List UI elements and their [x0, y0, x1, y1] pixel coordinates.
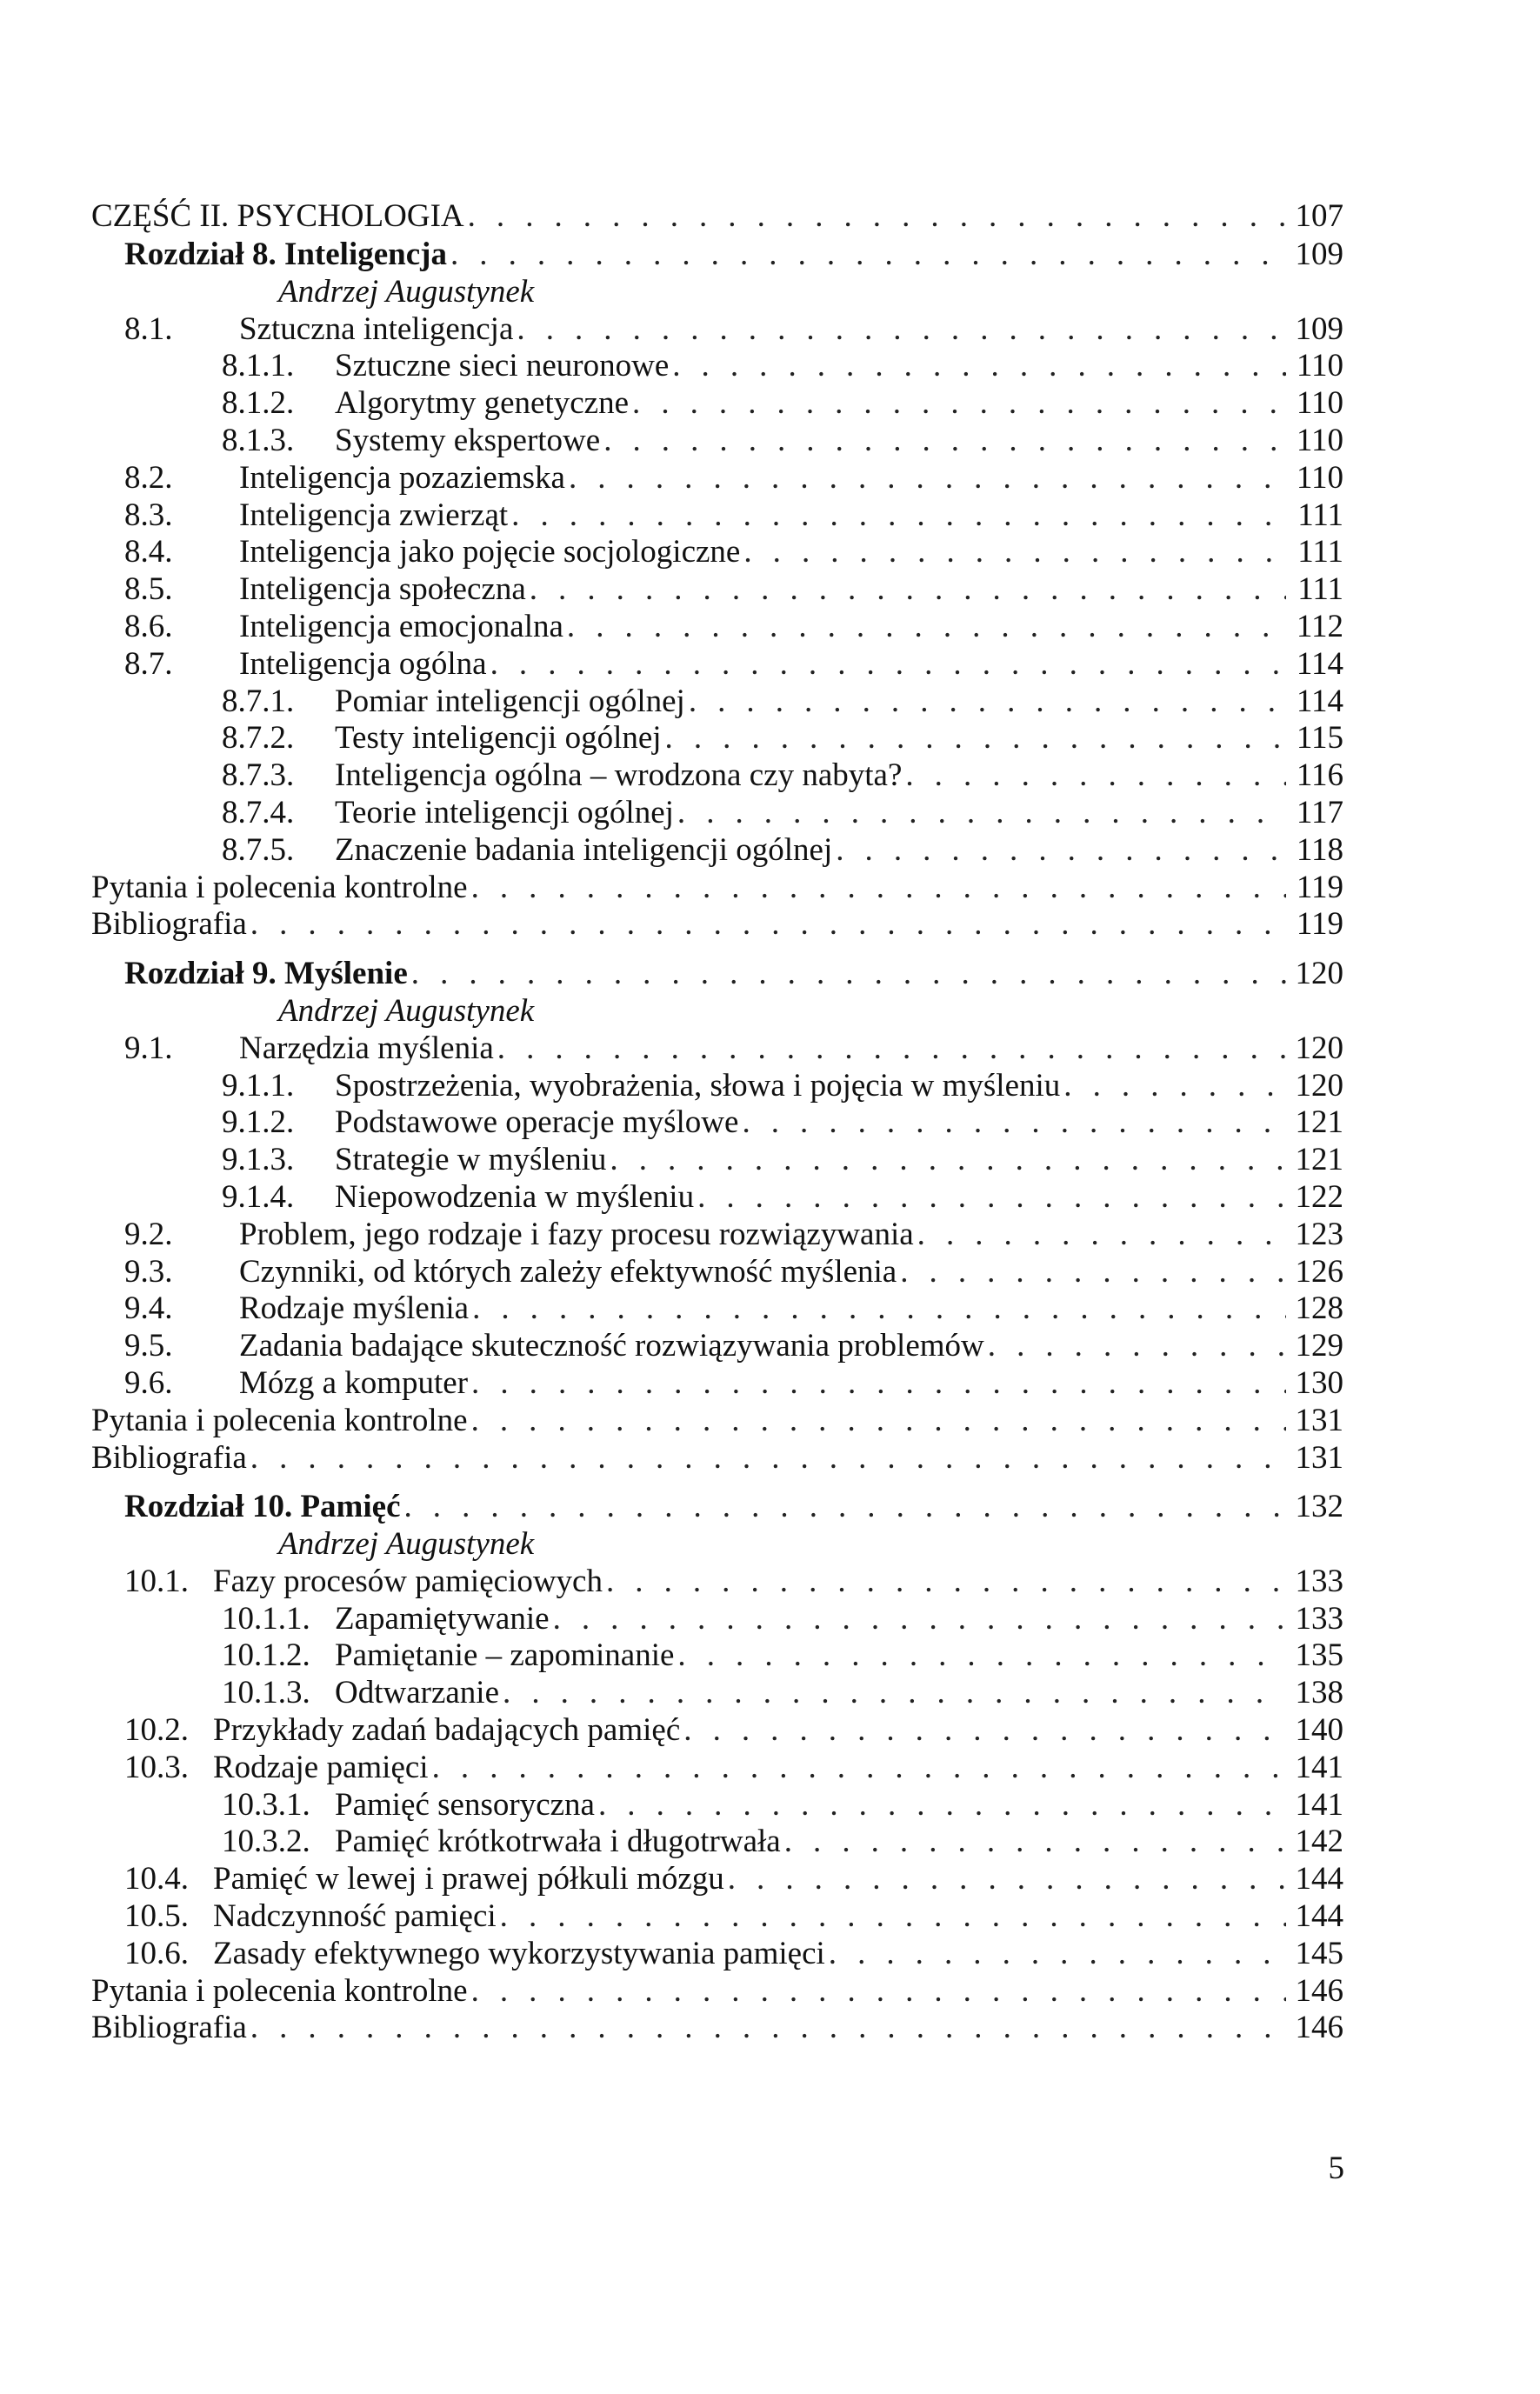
entry-page: 122 — [1295, 1178, 1343, 1215]
chapter-label: Rozdział 10. — [124, 1489, 293, 1525]
entry-number: 8.4. — [124, 534, 173, 570]
entry-number: 10.1. — [124, 1563, 189, 1599]
leader-dots — [511, 497, 1286, 535]
toc-entry — [91, 1637, 1343, 1675]
entry-number: 10.6. — [124, 1935, 189, 1971]
toc-entry — [91, 1750, 1343, 1787]
page-number: 5 — [1328, 2151, 1344, 2186]
entry-number: 8.1.1. — [222, 348, 295, 384]
leader-dots — [728, 1861, 1286, 1898]
entry-number: 8.1.2. — [222, 385, 295, 422]
entry-title: Inteligencja ogólna — [239, 645, 487, 682]
leader-dots — [432, 1750, 1286, 1787]
toc-entry — [91, 720, 1343, 757]
leader-dots — [450, 237, 1286, 274]
chapter-page: 132 — [1295, 1489, 1343, 1525]
entry-title: Mózg a komputer — [239, 1364, 469, 1401]
chapter-label: Rozdział 9. — [124, 956, 277, 992]
entry-title: Spostrzeżenia, wyobrażenia, słowa i pojęcia w myśleniu — [335, 1067, 1061, 1104]
toc-entry — [91, 348, 1343, 385]
leader-dots — [829, 1936, 1286, 1973]
toc-entry — [91, 460, 1343, 497]
toc-entry — [91, 1142, 1343, 1179]
leader-dots — [689, 684, 1286, 721]
toc-entry — [91, 534, 1343, 571]
entry-title: Sztuczne sieci neuronowe — [335, 348, 670, 384]
leader-dots — [497, 1030, 1286, 1068]
entry-page: 144 — [1295, 1898, 1343, 1935]
entry-number: 8.7.4. — [222, 794, 295, 830]
entry-number: 9.5. — [124, 1328, 173, 1364]
entry-title: Pamięć sensoryczna — [335, 1786, 595, 1823]
entry-number: 8.3. — [124, 497, 173, 533]
entry-title: Algorytmy genetyczne — [335, 385, 630, 422]
toc-entry — [91, 1217, 1343, 1254]
entry-number: 9.1. — [124, 1030, 173, 1066]
leader-dots — [411, 956, 1286, 993]
entry-page: 128 — [1295, 1290, 1343, 1327]
entry-title: Odtwarzanie — [335, 1675, 500, 1711]
entry-title: Narzędzia myślenia — [239, 1030, 494, 1066]
leader-dots — [917, 1217, 1286, 1254]
entry-page: 142 — [1295, 1824, 1343, 1860]
entry-title: Nadczynność pamięci — [213, 1898, 497, 1935]
entry-page: 146 — [1295, 2010, 1343, 2046]
leader-dots — [603, 423, 1286, 460]
toc-entry — [91, 1179, 1343, 1217]
toc-entry — [91, 1328, 1343, 1365]
entry-page: 111 — [1297, 497, 1343, 533]
entry-title: Inteligencja społeczna — [239, 571, 526, 608]
toc-entry — [91, 1787, 1343, 1824]
entry-number: 8.1. — [124, 310, 173, 347]
entry-page: 130 — [1295, 1364, 1343, 1401]
entry-page: 133 — [1295, 1563, 1343, 1599]
entry-title: Pytania i polecenia kontrolne — [91, 1972, 468, 2009]
toc-entry — [91, 497, 1343, 535]
leader-dots — [632, 385, 1286, 423]
entry-page: 131 — [1295, 1439, 1343, 1476]
entry-number: 9.1.2. — [222, 1104, 295, 1141]
leader-dots — [500, 1898, 1286, 1936]
leader-dots — [606, 1564, 1286, 1601]
entry-number: 8.7.1. — [222, 683, 295, 719]
entry-page: 144 — [1295, 1861, 1343, 1897]
toc-entry — [91, 311, 1343, 349]
entry-page: 112 — [1296, 608, 1343, 644]
entry-number: 9.6. — [124, 1364, 173, 1401]
toc-entry — [91, 1675, 1343, 1712]
entry-title: Pytania i polecenia kontrolne — [91, 869, 468, 905]
entry-page: 109 — [1295, 310, 1343, 347]
entry-title: Problem, jego rodzaje i fazy procesu rozwiązywania — [239, 1216, 914, 1252]
leader-dots — [250, 2010, 1286, 2047]
leader-dots — [553, 1601, 1286, 1638]
table-of-contents — [91, 198, 1343, 2047]
entry-title: Strategie w myśleniu — [335, 1142, 607, 1178]
entry-number: 10.3. — [124, 1749, 189, 1785]
entry-title: Rodzaje pamięci — [213, 1749, 429, 1785]
leader-dots — [1063, 1068, 1286, 1105]
chapter-author: Andrzej Augustynek — [278, 1526, 535, 1563]
leader-dots — [567, 609, 1286, 646]
entry-page: 110 — [1296, 459, 1343, 496]
part-heading — [91, 198, 1343, 237]
toc-entry — [91, 571, 1343, 609]
entry-title: Bibliografia — [91, 2010, 247, 2046]
toc-entry — [91, 385, 1343, 423]
entry-number: 10.1.2. — [222, 1637, 310, 1674]
entry-title: Niepowodzenia w myśleniu — [335, 1178, 695, 1215]
bibliography-entry — [91, 1440, 1343, 1477]
toc-entry — [91, 1290, 1343, 1328]
entry-number: 8.7.2. — [222, 720, 295, 757]
entry-number: 8.7. — [124, 645, 173, 682]
entry-title: Przykłady zadań badających pamięć — [213, 1712, 681, 1749]
leader-dots — [569, 460, 1286, 497]
toc-entry — [91, 423, 1343, 460]
bibliography-entry — [91, 2010, 1343, 2047]
entry-page: 131 — [1295, 1402, 1343, 1438]
leader-dots — [697, 1179, 1286, 1217]
entry-number: 8.7.3. — [222, 757, 295, 794]
entry-title: Fazy procesów pamięciowych — [213, 1563, 603, 1599]
entry-title: Podstawowe operacje myślowe — [335, 1104, 739, 1141]
chapter-heading — [91, 1489, 1343, 1526]
entry-page: 129 — [1295, 1328, 1343, 1364]
leader-dots — [490, 646, 1286, 684]
entry-number: 10.3.1. — [222, 1786, 310, 1823]
toc-entry — [91, 1254, 1343, 1291]
entry-page: 119 — [1296, 869, 1343, 905]
leader-dots — [517, 311, 1286, 349]
leader-dots — [784, 1824, 1286, 1861]
entry-page: 145 — [1295, 1935, 1343, 1971]
entry-page: 110 — [1296, 422, 1343, 458]
entry-title: Inteligencja emocjonalna — [239, 608, 563, 644]
toc-entry — [91, 1712, 1343, 1750]
entry-title: Bibliografia — [91, 906, 247, 943]
entry-page: 138 — [1295, 1675, 1343, 1711]
entry-title: Pamięć krótkotrwała i długotrwała — [335, 1824, 781, 1860]
entry-number: 10.1.3. — [222, 1675, 310, 1711]
toc-entry — [91, 1936, 1343, 1973]
leader-dots — [472, 1290, 1286, 1328]
leader-dots — [250, 1440, 1286, 1477]
toc-entry — [91, 684, 1343, 721]
entry-page: 140 — [1295, 1712, 1343, 1749]
chapter-page: 120 — [1295, 956, 1343, 992]
entry-title: Inteligencja pozaziemska — [239, 459, 565, 496]
leader-dots — [988, 1328, 1286, 1365]
chapter-label: Rozdział 8. — [124, 237, 277, 272]
bibliography-entry — [91, 906, 1343, 944]
entry-number: 8.7.5. — [222, 831, 295, 868]
toc-entry — [91, 1601, 1343, 1638]
chapter-heading — [91, 956, 1343, 993]
entry-page: 146 — [1295, 1972, 1343, 2009]
entry-page: 111 — [1297, 571, 1343, 608]
chapter-page: 109 — [1295, 237, 1343, 272]
entry-page: 110 — [1296, 385, 1343, 422]
entry-page: 110 — [1296, 348, 1343, 384]
toc-entry — [91, 832, 1343, 870]
toc-entry — [91, 1824, 1343, 1861]
leader-dots — [468, 198, 1286, 236]
entry-title: Systemy ekspertowe — [335, 422, 601, 458]
entry-number: 9.4. — [124, 1290, 173, 1327]
entry-page: 141 — [1295, 1749, 1343, 1785]
entry-page: 114 — [1296, 683, 1343, 719]
leader-dots — [471, 1403, 1286, 1440]
entry-number: 10.5. — [124, 1898, 189, 1935]
entry-title: Bibliografia — [91, 1439, 247, 1476]
toc-entry — [91, 1861, 1343, 1898]
toc-entry — [91, 609, 1343, 646]
entry-number: 9.1.1. — [222, 1067, 295, 1104]
entry-number: 10.2. — [124, 1712, 189, 1749]
toc-entry — [91, 1030, 1343, 1068]
entry-page: 120 — [1295, 1030, 1343, 1066]
entry-page: 133 — [1295, 1600, 1343, 1637]
entry-page: 116 — [1296, 757, 1343, 794]
entry-page: 117 — [1296, 794, 1343, 830]
entry-page: 120 — [1295, 1067, 1343, 1104]
entry-number: 9.3. — [124, 1253, 173, 1290]
chapter-author: Andrzej Augustynek — [278, 992, 535, 1029]
leader-dots — [900, 1254, 1286, 1291]
entry-title: Zasady efektywnego wykorzystywania pamięci — [213, 1935, 825, 1971]
entry-page: 121 — [1295, 1104, 1343, 1141]
chapter-title: Myślenie — [283, 956, 408, 992]
entry-page: 111 — [1297, 534, 1343, 570]
entry-page: 135 — [1295, 1637, 1343, 1674]
entry-number: 8.6. — [124, 608, 173, 644]
leader-dots — [250, 906, 1286, 944]
chapter-heading — [91, 237, 1343, 274]
entry-title: Teorie inteligencji ogólnej — [335, 794, 674, 830]
entry-title: Pamiętanie – zapominanie — [335, 1637, 675, 1674]
toc-entry — [91, 1898, 1343, 1936]
entry-page: 126 — [1295, 1253, 1343, 1290]
questions-entry — [91, 870, 1343, 907]
chapter-title: Inteligencja — [283, 237, 447, 272]
entry-title: Znaczenie badania inteligencji ogólnej — [335, 831, 833, 868]
entry-page: 123 — [1295, 1216, 1343, 1252]
entry-number: 10.3.2. — [222, 1824, 310, 1860]
leader-dots — [598, 1787, 1286, 1824]
leader-dots — [471, 1973, 1286, 2011]
leader-dots — [672, 348, 1286, 385]
entry-number: 8.2. — [124, 459, 173, 496]
entry-title: Rodzaje myślenia — [239, 1290, 470, 1327]
part-page: 107 — [1295, 198, 1343, 234]
toc-entry — [91, 1104, 1343, 1142]
entry-title: Inteligencja ogólna – wrodzona czy nabyta? — [335, 757, 903, 794]
toc-entry — [91, 1564, 1343, 1601]
leader-dots — [471, 1365, 1286, 1403]
entry-number: 8.1.3. — [222, 422, 295, 458]
entry-page: 141 — [1295, 1786, 1343, 1823]
part-title: CZĘŚĆ II. PSYCHOLOGIA — [91, 198, 464, 234]
entry-number: 9.1.3. — [222, 1142, 295, 1178]
toc-entry — [91, 757, 1343, 795]
entry-page: 121 — [1295, 1142, 1343, 1178]
leader-dots — [743, 534, 1286, 571]
leader-dots — [610, 1142, 1286, 1179]
chapter-author: Andrzej Augustynek — [278, 273, 535, 310]
entry-number: 10.1.1. — [222, 1600, 310, 1637]
entry-title: Pomiar inteligencji ogólnej — [335, 683, 685, 719]
leader-dots — [905, 757, 1286, 795]
chapter-title: Pamięć — [300, 1489, 401, 1525]
leader-dots — [530, 571, 1286, 609]
leader-dots — [742, 1104, 1286, 1142]
questions-entry — [91, 1403, 1343, 1440]
entry-number: 9.2. — [124, 1216, 173, 1252]
entry-title: Inteligencja jako pojęcie socjologiczne — [239, 534, 741, 570]
entry-page: 118 — [1296, 831, 1343, 868]
entry-title: Pytania i polecenia kontrolne — [91, 1402, 468, 1438]
entry-number: 9.1.4. — [222, 1178, 295, 1215]
entry-page: 115 — [1296, 720, 1343, 757]
entry-title: Testy inteligencji ogólnej — [335, 720, 662, 757]
entry-title: Inteligencja zwierząt — [239, 497, 509, 533]
leader-dots — [404, 1489, 1287, 1526]
entry-title: Pamięć w lewej i prawej półkuli mózgu — [213, 1861, 724, 1897]
toc-entry — [91, 1365, 1343, 1403]
toc-entry — [91, 795, 1343, 832]
leader-dots — [665, 720, 1286, 757]
entry-title: Zapamiętywanie — [335, 1600, 550, 1637]
entry-number: 10.4. — [124, 1861, 189, 1897]
leader-dots — [683, 1712, 1286, 1750]
leader-dots — [503, 1675, 1286, 1712]
entry-title: Zadania badające skuteczność rozwiązywania problemów — [239, 1328, 984, 1364]
toc-entry — [91, 646, 1343, 684]
leader-dots — [677, 1637, 1286, 1675]
entry-title: Sztuczna inteligencja — [239, 310, 514, 347]
entry-number: 8.5. — [124, 571, 173, 608]
questions-entry — [91, 1973, 1343, 2011]
leader-dots — [471, 870, 1286, 907]
entry-title: Czynniki, od których zależy efektywność myślenia — [239, 1253, 897, 1290]
leader-dots — [677, 795, 1286, 832]
leader-dots — [836, 832, 1286, 870]
toc-entry — [91, 1068, 1343, 1105]
entry-page: 114 — [1296, 645, 1343, 682]
entry-page: 119 — [1296, 906, 1343, 943]
